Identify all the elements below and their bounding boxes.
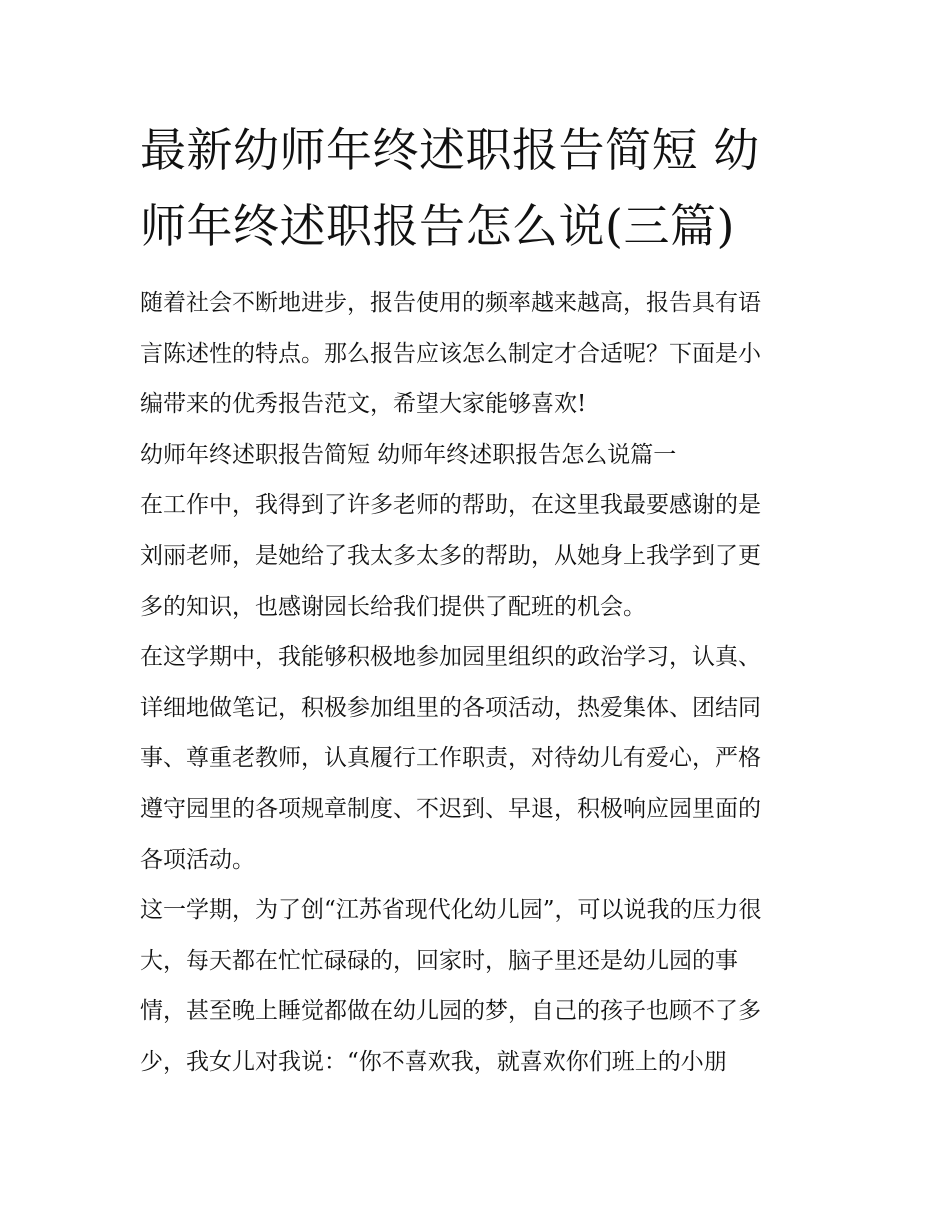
text-line: 这一学期，为了创“江苏省现代化幼儿园”，可以说我的压力很 bbox=[140, 897, 762, 924]
text-line: 多的知识，也感谢园长给我们提供了配班的机会。 bbox=[140, 593, 646, 620]
body-paragraph bbox=[140, 480, 812, 632]
text-line: 详细地做笔记，积极参加组里的各项活动，热爱集体、团结同 bbox=[140, 694, 761, 721]
text-line: 言陈述性的特点。那么报告应该怎么制定才合适呢？下面是小 bbox=[140, 340, 761, 367]
document-page bbox=[140, 112, 812, 1088]
title-line: 最新幼师年终述职报告简短 幼 bbox=[140, 123, 760, 177]
document-body bbox=[140, 278, 812, 1088]
text-line: 各项活动。 bbox=[140, 846, 255, 873]
text-line: 遵守园里的各项规章制度、不迟到、早退，积极响应园里面的 bbox=[140, 795, 761, 822]
text-line: 刘丽老师，是她给了我太多太多的帮助，从她身上我学到了更 bbox=[140, 542, 761, 569]
text-line: 随着社会不断地进步，报告使用的频率越来越高，报告具有语 bbox=[140, 290, 761, 316]
body-paragraph bbox=[140, 885, 812, 1087]
text-line: 幼师年终述职报告简短 幼师年终述职报告怎么说篇一 bbox=[140, 441, 677, 468]
text-line: 情，甚至晚上睡觉都做在幼儿园的梦，自己的孩子也顾不了多 bbox=[140, 998, 761, 1025]
document-title bbox=[140, 112, 812, 264]
text-line: 少，我女儿对我说：“你不喜欢我，就喜欢你们班上的小朋 bbox=[140, 1048, 727, 1075]
intro-paragraph bbox=[140, 278, 812, 430]
text-line: 在这学期中，我能够积极地参加园里组织的政治学习，认真、 bbox=[140, 644, 761, 671]
text-line: 大，每天都在忙忙碌碌的，回家时，脑子里还是幼儿园的事 bbox=[140, 947, 738, 974]
text-line: 编带来的优秀报告范文，希望大家能够喜欢! bbox=[140, 391, 587, 418]
text-line: 事、尊重老教师，认真履行工作职责，对待幼儿有爱心，严格 bbox=[140, 745, 761, 772]
body-paragraph bbox=[140, 632, 812, 885]
text-line: 在工作中，我得到了许多老师的帮助，在这里我最要感谢的是 bbox=[140, 492, 761, 519]
section-heading bbox=[140, 430, 812, 481]
title-line: 师年终述职报告怎么说(三篇) bbox=[140, 199, 735, 253]
